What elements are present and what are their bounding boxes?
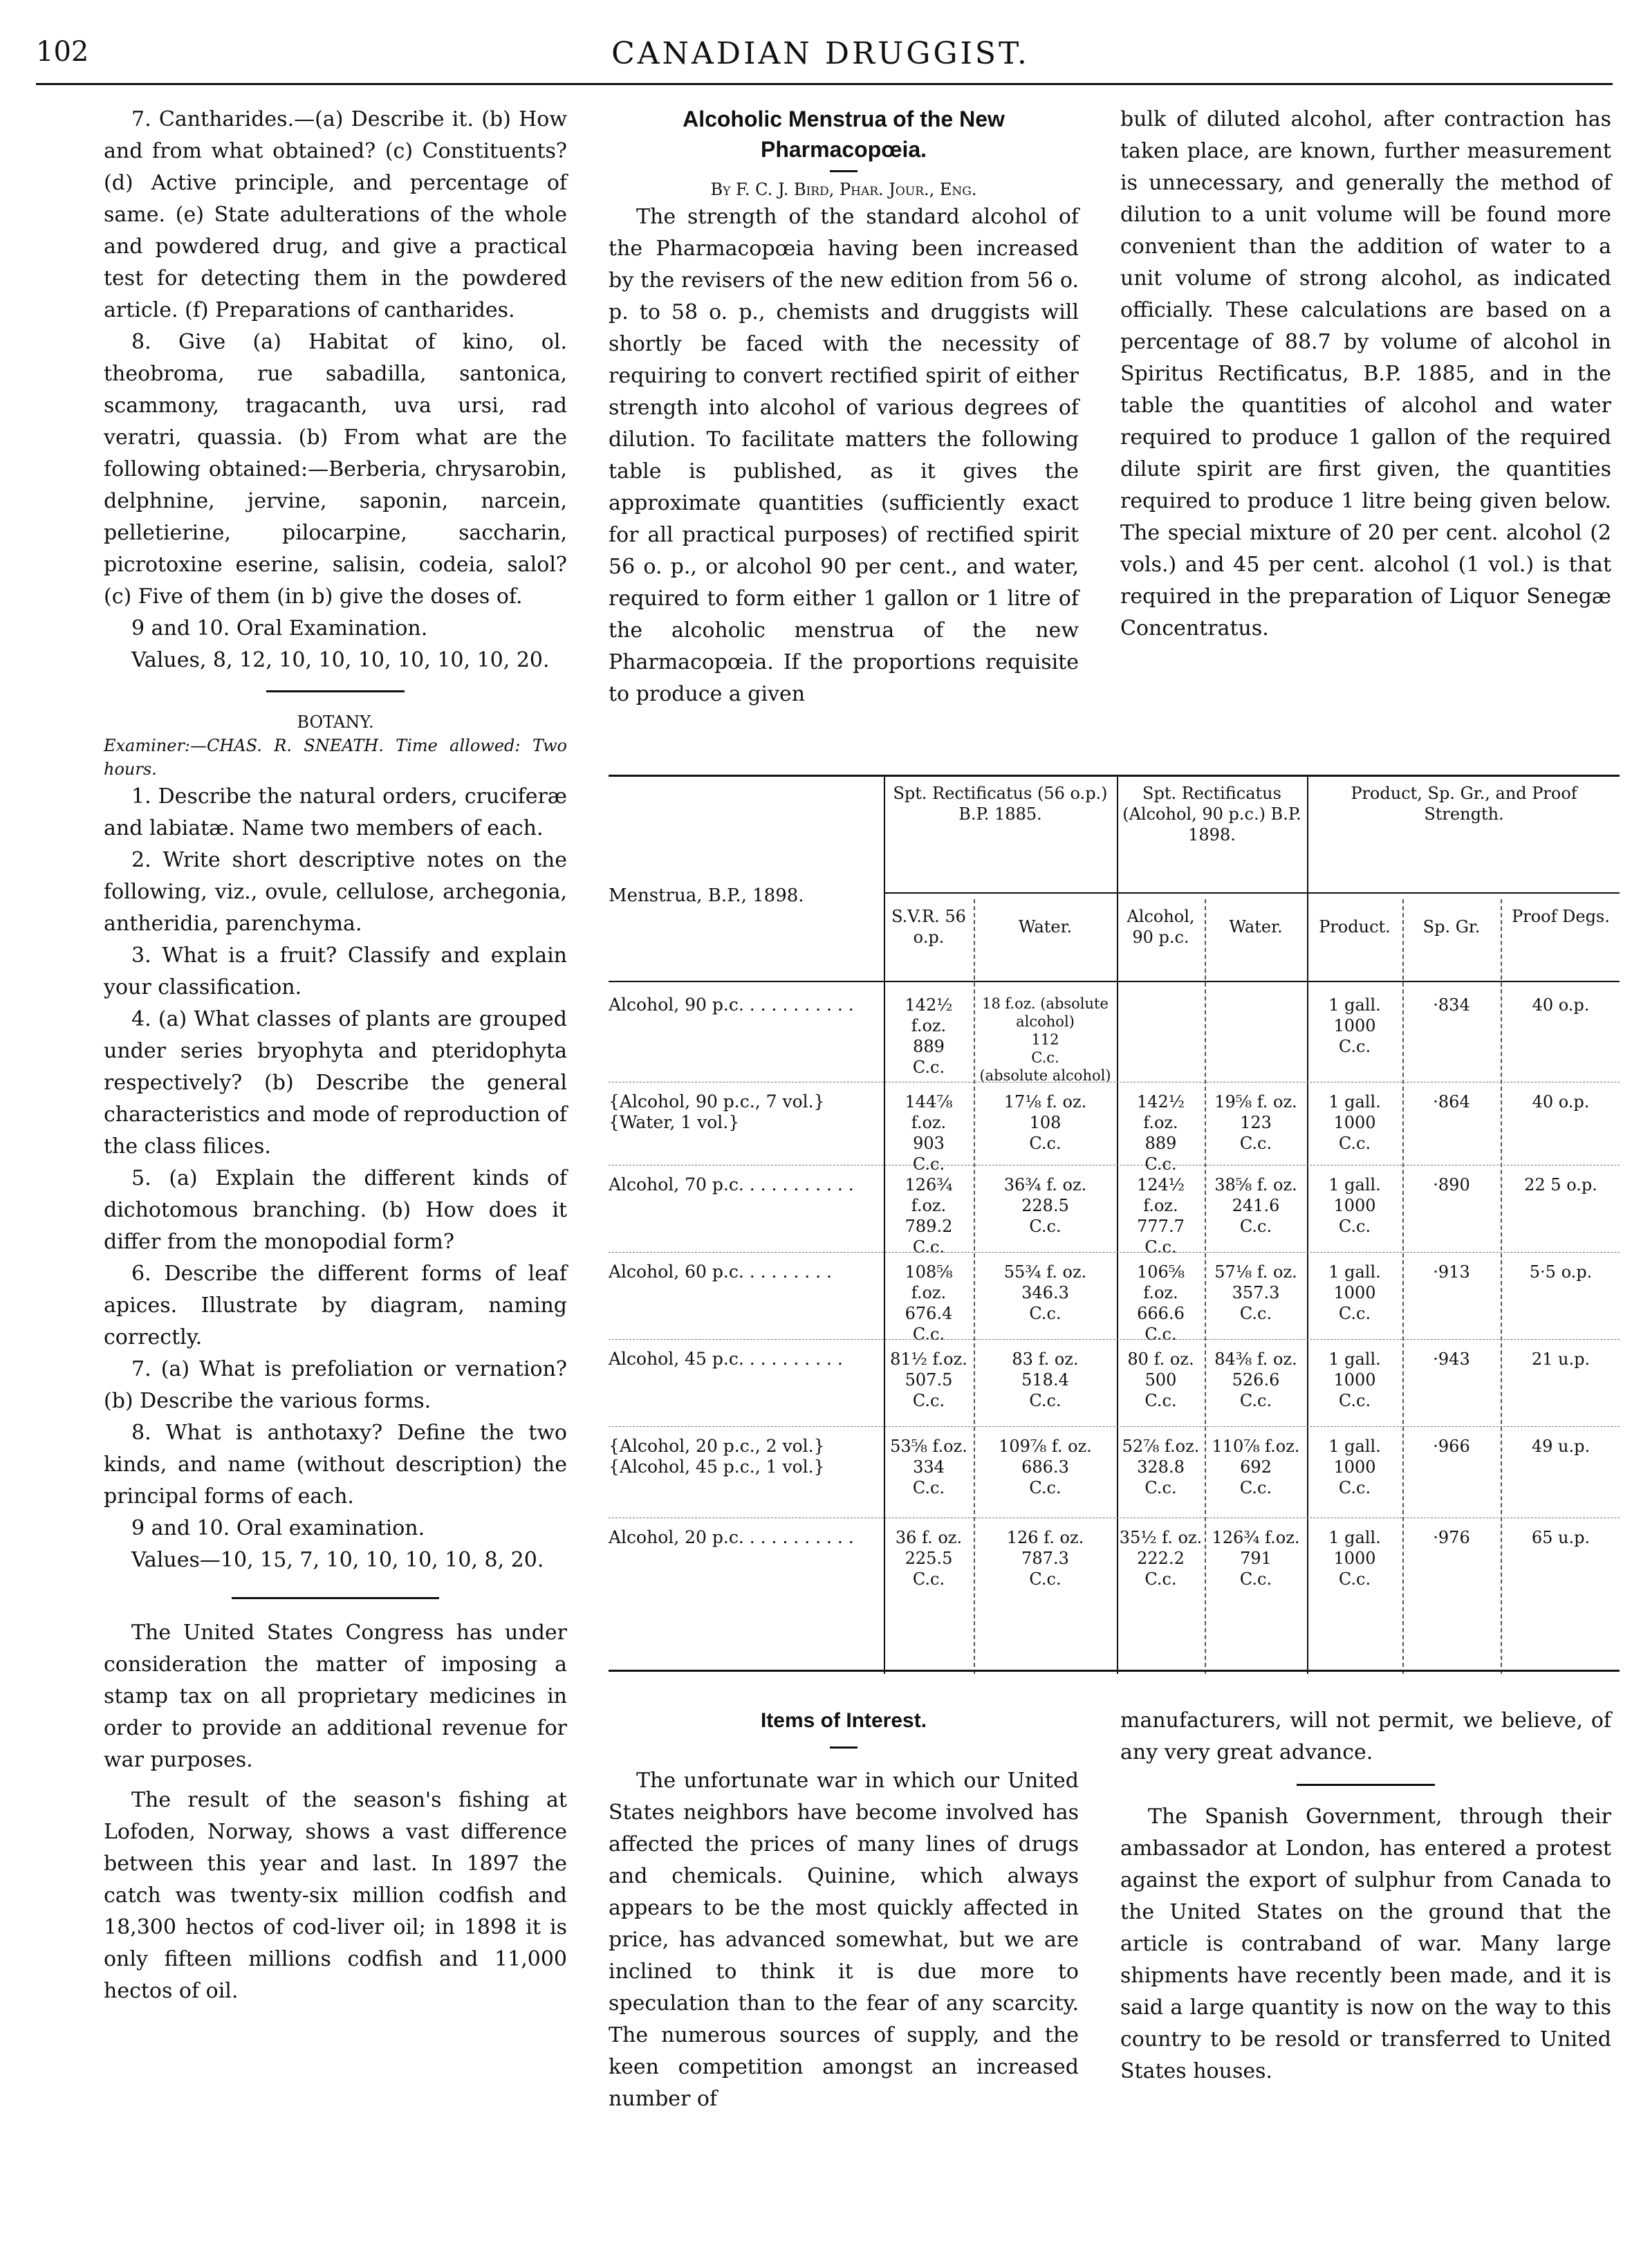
table-cell-w1: 18 f.oz. (absolute alcohol) 112 C.c. (absolute alcohol) <box>979 995 1111 1084</box>
botany-question: 7. (a) What is prefoliation or vernation? (b) Describe the various forms. <box>104 1357 567 1413</box>
table-cell-prod: 1 gall. 1000 C.c. <box>1328 995 1381 1056</box>
table-cell-proof: 65 u.p. <box>1531 1528 1591 1547</box>
botany-heading: BOTANY. <box>297 712 374 732</box>
table-dashed-rule <box>1402 899 1404 1674</box>
items-middle-column <box>609 1705 1079 2115</box>
sub-header-svr: S.V.R. 56 o.p. <box>891 907 966 947</box>
header-rule <box>36 83 1613 85</box>
war-item-continued: manufacturers, will not permit, we believe, of any very great advance. <box>1120 1708 1611 1764</box>
table-cell-sg: ·976 <box>1433 1528 1470 1547</box>
table-cell-w1: 126 f. oz. 787.3 C.c. <box>1006 1528 1084 1589</box>
oral-examination: 9 and 10. Oral Examination. <box>131 616 428 640</box>
lofoden-item: The result of the season's fishing at Lofoden, Norway, shows a vast difference between this year and last. In 1897 the catch was twenty-six million codfish and 18,300 hectos of cod-liver oil; in 1898 it is only fifteen millions codfish and 11,000 hectos of oil. <box>104 1788 567 2003</box>
title-rule <box>830 170 857 172</box>
table-cell-svr: 53⅝ f.oz. 334 C.c. <box>890 1437 967 1497</box>
row-separator <box>609 1339 1620 1340</box>
table-cell-prod: 1 gall. 1000 C.c. <box>1328 1175 1381 1236</box>
table-cell-sg: ·864 <box>1433 1092 1470 1112</box>
section-rule <box>232 1597 439 1599</box>
journal-title: CANADIAN DRUGGIST. <box>611 36 1030 71</box>
sub-header-alcohol-90: Alcohol, 90 p.c. <box>1127 907 1195 947</box>
botany-question: 5. (a) Explain the different kinds of dichotomous branching. (b) How does it differ from the monopodial form? <box>104 1166 567 1254</box>
table-cell-alc: 142½ f.oz. 889 C.c. <box>1136 1092 1185 1174</box>
dilution-table <box>609 775 1620 1674</box>
table-cell-svr: 81½ f.oz. 507.5 C.c. <box>890 1349 967 1410</box>
table-dashed-rule <box>1501 899 1502 1674</box>
row-label: {Alcohol, 90 p.c., 7 vol.} {Water, 1 vol.} <box>609 1091 825 1132</box>
row-label: Alcohol, 70 p.c. . . . . . . . . . . <box>609 1174 854 1195</box>
table-cell-svr: 126¾ f.oz. 789.2 C.c. <box>905 1175 953 1257</box>
article-body-part-1: The strength of the standard alcohol of the Pharmacopœia having been increased by the revisers of the new edition from 56 o. p. to 58 o. p., chemists and druggists will shortly be faced with the necessity of requiring to convert rectified spirit of either strength into alcohol of various degrees of dilution. To facilitate matters the following table is published, as it gives the approximate quantities (sufficiently exact for all practical purposes) of rectified spirit 56 o. p., or alcohol 90 per cent., and water, required to form either 1 gallon or 1 litre of the alcoholic menstrua of the new Pharmacopœia. If the proportions requisite to produce a given <box>609 205 1079 706</box>
table-cell-w1: 83 f. oz. 518.4 C.c. <box>1012 1349 1079 1410</box>
article-byline: By F. C. J. Bird, Phar. Jour., Eng. <box>710 180 977 199</box>
botany-question: 8. What is anthotaxy? Define the two kinds, and name (without description) the principal forms of each. <box>104 1421 567 1509</box>
article-right-column <box>1120 104 1611 645</box>
table-cell-sg: ·890 <box>1433 1175 1470 1195</box>
table-cell-prod: 1 gall. 1000 C.c. <box>1328 1092 1381 1153</box>
table-cell-alc: 80 f. oz. 500 C.c. <box>1127 1349 1194 1410</box>
table-cell-w2: 57⅛ f. oz. 357.3 C.c. <box>1214 1262 1297 1323</box>
table-cell-alc: 106⅝ f.oz. 666.6 C.c. <box>1136 1262 1185 1344</box>
question-habitat: 8. Give (a) Habitat of kino, ol. theobroma, rue sabadilla, santonica, scammony, tragacanth, uva ursi, rad veratri, quassia. (b) From what are the following obtained:—Berberia, chrysarobin, delphnine, jervine, saponin, narcein, pelletierine, pilocarpine, saccharin, picrotoxine eserine, salisin, codeia, salol? (c) Five of them (in b) give the doses of. <box>104 330 567 609</box>
table-cell-sg: ·966 <box>1433 1437 1470 1456</box>
table-cell-w2: 19⅝ f. oz. 123 C.c. <box>1214 1092 1297 1153</box>
article-title: Alcoholic Menstrua of the New Pharmacopœia. <box>683 107 1005 162</box>
table-cell-prod: 1 gall. 1000 C.c. <box>1328 1262 1381 1323</box>
sub-header-water-2: Water. <box>1229 917 1283 937</box>
table-cell-w1: 109⅞ f. oz. 686.3 C.c. <box>999 1437 1092 1497</box>
article-body-part-2: bulk of diluted alcohol, after contraction has taken place, are known, further measurement is unnecessary, and generally the method of dilution to a unit volume will be found more convenient than the addition of water to a unit volume of strong alcohol, as indicated officially. These calculations are based on a percentage of 88.7 by volume of alcohol in Spiritus Rectificatus, B.P. 1885, and in the table the quantities of alcohol and water required to produce 1 gallon of the required dilute spirit are first given, the quantities required to produce 1 litre being given below. The special mixture of 20 per cent. alcohol (2 vols.) and 45 per cent. alcohol (1 vol.) is that required in the preparation of Liquor Senegæ Concentratus. <box>1120 107 1611 640</box>
table-top-rule <box>609 775 1620 777</box>
row-separator <box>609 1426 1620 1427</box>
table-cell-proof: 40 o.p. <box>1532 1092 1590 1112</box>
row-label: Alcohol, 90 p.c. . . . . . . . . . . <box>609 995 854 1015</box>
table-cell-w2: 110⅞ f.oz. 692 C.c. <box>1212 1437 1300 1497</box>
table-cell-svr: 144⅞ f.oz. 903 C.c. <box>905 1092 953 1174</box>
title-rule <box>830 1746 857 1749</box>
table-cell-w1: 55¾ f. oz. 346.3 C.c. <box>1003 1262 1087 1323</box>
row-label: Alcohol, 60 p.c. . . . . . . . . <box>609 1262 832 1282</box>
table-cell-proof: 5·5 o.p. <box>1529 1262 1593 1282</box>
botany-question: 1. Describe the natural orders, cruciferæ and labiatæ. Name two members of each. <box>104 784 567 840</box>
table-cell-prod: 1 gall. 1000 C.c. <box>1328 1437 1381 1497</box>
left-column <box>104 104 567 2007</box>
section-rule <box>1297 1784 1435 1786</box>
table-cell-proof: 21 u.p. <box>1531 1349 1591 1369</box>
table-cell-svr: 36 f. oz. 225.5 C.c. <box>895 1528 963 1589</box>
table-subheader-rule <box>884 892 1620 894</box>
table-cell-proof: 22 5 o.p. <box>1524 1175 1597 1195</box>
table-cell-w2: 38⅝ f. oz. 241.6 C.c. <box>1214 1175 1297 1236</box>
sub-header-sp-gr: Sp. Gr. <box>1422 917 1481 937</box>
sub-header-water-1: Water. <box>1018 917 1073 937</box>
values-line: Values, 8, 12, 10, 10, 10, 10, 10, 10, 20. <box>131 648 550 672</box>
table-cell-alc: 124½ f.oz. 777.7 C.c. <box>1136 1175 1185 1257</box>
table-cell-w2: 84⅜ f. oz. 526.6 C.c. <box>1214 1349 1297 1410</box>
sub-header-product: Product. <box>1319 917 1391 937</box>
table-cell-alc: 35½ f. oz. 222.2 C.c. <box>1119 1528 1203 1589</box>
items-right-column <box>1120 1705 1611 2087</box>
botany-question: 2. Write short descriptive notes on the following, viz., ovule, cellulose, archegonia, antheridia, parenchyma. <box>104 848 567 936</box>
botany-question: 9 and 10. Oral examination. <box>131 1516 425 1540</box>
sub-header-proof: Proof Degs. <box>1512 907 1610 926</box>
table-cell-sg: ·913 <box>1433 1262 1470 1282</box>
table-cell-w1: 36¾ f. oz. 228.5 C.c. <box>1003 1175 1087 1236</box>
group-header-svr: Spt. Rectificatus (56 o.p.) B.P. 1885. <box>893 784 1108 824</box>
table-cell-w1: 17⅛ f. oz. 108 C.c. <box>1003 1092 1087 1153</box>
table-header-rule <box>609 981 1620 982</box>
row-label: Alcohol, 45 p.c. . . . . . . . . . <box>609 1349 843 1369</box>
question-cantharides: 7. Cantharides.—(a) Describe it. (b) How and from what obtained? (c) Constituents? (d) Active principle, and percentage of same. (e) State adulterations of the whole and powdered drug, and give a practical test for detecting them in the powdered article. (f) Preparations of cantharides. <box>104 107 567 322</box>
table-cell-w2: 126¾ f.oz. 791 C.c. <box>1212 1528 1300 1589</box>
table-bottom-rule <box>609 1670 1620 1672</box>
row-label: Alcohol, 20 p.c. . . . . . . . . . . <box>609 1527 854 1547</box>
spanish-item: The Spanish Government, through their ambassador at London, has entered a protest against the export of sulphur from Canada to the United States on the ground that the article is contraband of war. Many large shipments have recently been made, and it is said a large quantity is now on the way to this country to be resold or transferred to United States houses. <box>1120 1805 1611 2083</box>
table-cell-proof: 49 u.p. <box>1531 1437 1591 1456</box>
table-cell-svr: 142½ f.oz. 889 C.c. <box>905 995 953 1077</box>
war-item: The unfortunate war in which our United States neighbors have become involved has affected the prices of many lines of drugs and chemicals. Quinine, which always appears to be the most quickly affected in price, has advanced somewhat, but we are inclined to think it is due more to speculation than to the fear of any scarcity. The numerous sources of supply, and the keen competition amongst an increased number of <box>609 1769 1079 2111</box>
table-cell-sg: ·943 <box>1433 1349 1470 1369</box>
row-separator <box>609 1252 1620 1253</box>
table-cell-sg: ·834 <box>1433 995 1470 1015</box>
botany-question: 6. Describe the different forms of leaf apices. Illustrate by diagram, naming correctly. <box>104 1262 567 1349</box>
items-title: Items of Interest. <box>760 1709 927 1732</box>
group-header-product: Product, Sp. Gr., and Proof Strength. <box>1351 784 1577 824</box>
row-label: {Alcohol, 20 p.c., 2 vol.} {Alcohol, 45 p.c., 1 vol.} <box>609 1436 825 1477</box>
botany-examiner: Examiner:—CHAS. R. SNEATH. Time allowed: Two hours. <box>104 736 567 779</box>
table-cell-proof: 40 o.p. <box>1532 995 1590 1015</box>
table-cell-prod: 1 gall. 1000 C.c. <box>1328 1349 1381 1410</box>
stamp-tax-item: The United States Congress has under consideration the matter of imposing a stamp tax on all proprietary medicines in order to provide an additional revenue for war purposes. <box>104 1621 567 1772</box>
botany-question: Values—10, 15, 7, 10, 10, 10, 10, 8, 20. <box>131 1548 544 1572</box>
section-rule <box>266 690 405 692</box>
article-middle-column <box>609 104 1079 710</box>
botany-question: 3. What is a fruit? Classify and explain your classification. <box>104 943 567 999</box>
page-number: 102 <box>36 36 89 68</box>
botany-question: 4. (a) What classes of plants are grouped under series bryophyta and pteridophyta respectively? (b) Describe the general characteristics and mode of reproduction of the class filices. <box>104 1007 567 1159</box>
table-cell-alc: 52⅞ f.oz. 328.8 C.c. <box>1122 1437 1200 1497</box>
table-cell-svr: 108⅝ f.oz. 676.4 C.c. <box>905 1262 953 1344</box>
botany-questions <box>104 781 567 1576</box>
table-cell-prod: 1 gall. 1000 C.c. <box>1328 1528 1381 1589</box>
group-header-alcohol: Spt. Rectificatus (Alcohol, 90 p.c.) B.P. 1898. <box>1122 784 1301 845</box>
menstrua-header: Menstrua, B.P., 1898. <box>609 885 804 906</box>
